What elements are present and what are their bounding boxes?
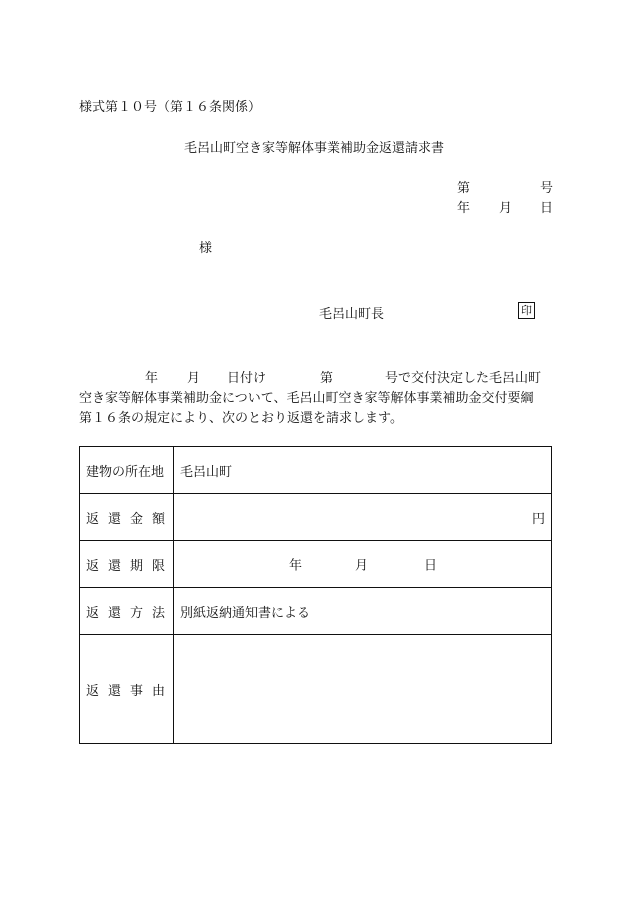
amount-value: 円 (174, 494, 552, 541)
method-label-char: 還 (107, 605, 121, 621)
table-row-reason (80, 635, 552, 744)
date-month-label: 月 (499, 201, 513, 216)
body-text (79, 369, 549, 429)
form-number: 様式第１０号（第１６条関係） (79, 100, 262, 115)
period-label-char: 返 (86, 558, 100, 574)
method-label-char: 方 (129, 605, 143, 621)
amount-label (80, 494, 174, 541)
body-month: 月 (187, 371, 201, 386)
method-label-char: 返 (86, 605, 100, 621)
body-dai: 第 (320, 371, 334, 386)
method-label (80, 588, 174, 635)
location-label: 建物の所在地 (80, 447, 174, 494)
body-line-3 (79, 409, 549, 429)
body-year: 年 (145, 371, 159, 386)
method-label-char: 法 (151, 605, 165, 621)
body-line-2-text: 空き家等解体事業補助金について、毛呂山町空き家等解体事業補助金交付要綱 (79, 391, 534, 406)
table-row-location (80, 447, 552, 494)
date-day-label: 日 (540, 201, 554, 216)
reason-label-char: 事 (129, 683, 143, 699)
body-line-1 (79, 369, 549, 389)
period-year: 年 (289, 558, 303, 574)
document-title: 毛呂山町空き家等解体事業補助金返還請求書 (184, 141, 445, 156)
location-value: 毛呂山町 (174, 447, 552, 494)
period-month: 月 (355, 558, 369, 574)
repayment-table (79, 446, 552, 744)
method-value: 別紙返納通知書による (174, 588, 552, 635)
table-row-amount (80, 494, 552, 541)
period-label-char: 期 (129, 558, 143, 574)
doc-number-prefix: 第 (457, 181, 471, 196)
period-label-char: 還 (107, 558, 121, 574)
body-line-1-rest: 号で交付決定した毛呂山町 (385, 371, 542, 386)
amount-label-char: 金 (129, 511, 143, 527)
body-day: 日付け (227, 371, 267, 386)
table-row-period (80, 541, 552, 588)
date-year-label: 年 (457, 201, 471, 216)
reason-label-char: 還 (107, 683, 121, 699)
addressee-honorific: 様 (199, 241, 213, 256)
seal-mark: 印 (518, 302, 535, 319)
amount-label-char: 還 (107, 511, 121, 527)
body-line-2 (79, 389, 549, 409)
amount-label-char: 返 (86, 511, 100, 527)
table-row-method (80, 588, 552, 635)
reason-value (174, 635, 552, 744)
period-label (80, 541, 174, 588)
issuer-name: 毛呂山町長 (319, 307, 385, 322)
period-value (174, 541, 552, 588)
body-line-3-text: 第１６条の規定により、次のとおり返還を請求します。 (79, 411, 403, 426)
reason-label-char: 返 (86, 683, 100, 699)
doc-number-suffix: 号 (540, 181, 554, 196)
reason-label-char: 由 (151, 683, 165, 699)
period-label-char: 限 (151, 558, 165, 574)
period-day: 日 (424, 558, 438, 574)
amount-label-char: 額 (151, 511, 165, 527)
reason-label (80, 635, 174, 744)
